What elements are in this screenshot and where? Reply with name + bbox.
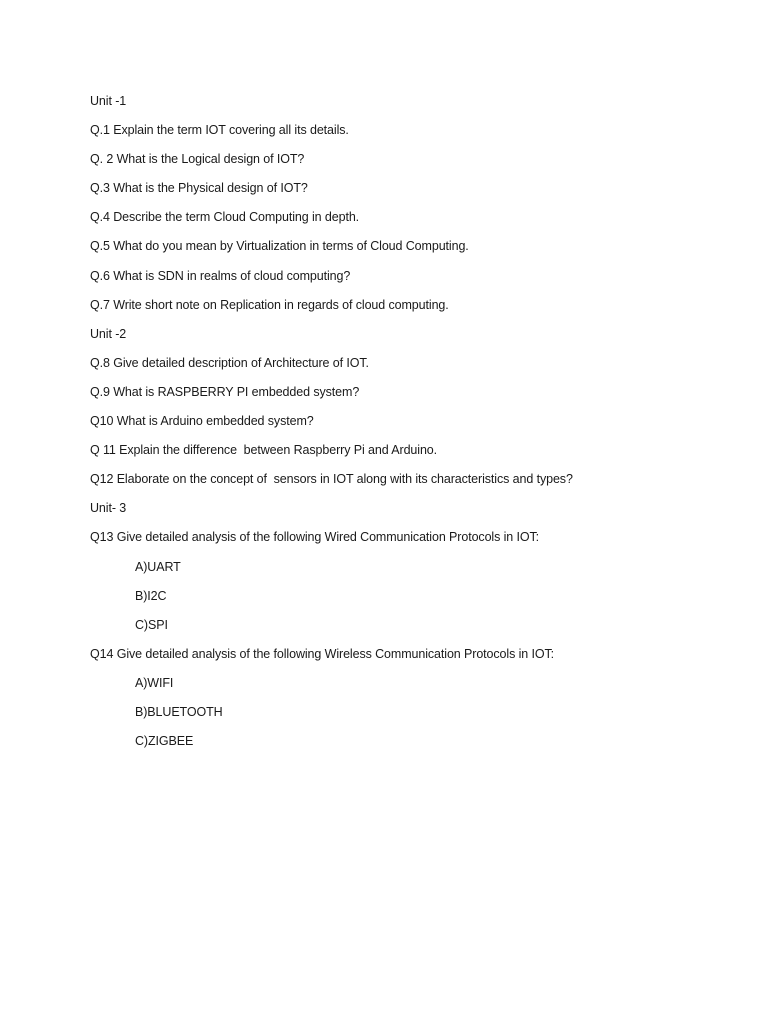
question-10: Q10 What is Arduino embedded system? (90, 414, 314, 429)
question-11: Q 11 Explain the difference between Raspberry Pi and Arduino. (90, 443, 438, 458)
question-14-option-a: A)WIFI (135, 675, 174, 690)
question-8: Q.8 Give detailed description of Architecture of IOT. (90, 355, 369, 370)
question-7: Q.7 Write short note on Replication in regards of cloud computing. (90, 297, 449, 312)
unit-2-heading: Unit -2 (90, 326, 127, 341)
question-9: Q.9 What is RASPBERRY PI embedded system? (90, 384, 360, 399)
question-13-option-c: C)SPI (135, 617, 168, 632)
question-1: Q.1 Explain the term IOT covering all its details. (90, 123, 349, 138)
question-2: Q. 2 What is the Logical design of IOT? (90, 152, 305, 167)
question-13: Q13 Give detailed analysis of the following Wired Communication Protocols in IOT: (90, 530, 540, 545)
question-14-option-b: B)BLUETOOTH (135, 704, 223, 719)
question-5: Q.5 What do you mean by Virtualization in terms of Cloud Computing. (90, 239, 469, 254)
unit-3-heading: Unit- 3 (90, 501, 127, 516)
document-body (90, 93, 730, 762)
question-6: Q.6 What is SDN in realms of cloud computing? (90, 268, 351, 283)
unit-1-heading: Unit -1 (90, 94, 127, 108)
question-13-option-a: A)UART (135, 559, 181, 574)
question-14: Q14 Give detailed analysis of the following Wireless Communication Protocols in IOT: (90, 646, 555, 661)
question-14-option-c: C)ZIGBEE (135, 734, 194, 749)
question-3: Q.3 What is the Physical design of IOT? (90, 181, 308, 196)
question-12: Q12 Elaborate on the concept of sensors in IOT along with its characteristics and types? (90, 472, 573, 487)
question-13-option-b: B)I2C (135, 588, 167, 603)
question-4: Q.4 Describe the term Cloud Computing in depth. (90, 210, 360, 225)
